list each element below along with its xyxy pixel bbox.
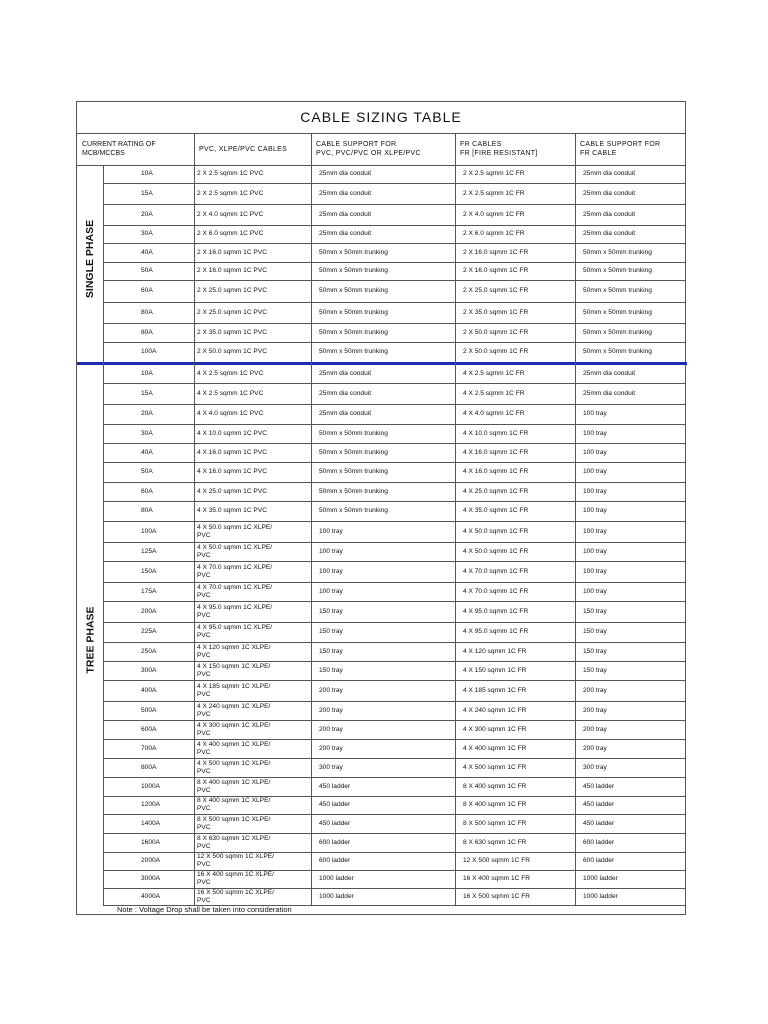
cable-support-cell: 150 tray: [319, 608, 343, 615]
fr-cable-cell: 4 X 70.0 sqmm 1C FR: [463, 588, 529, 595]
table-row: [103, 323, 686, 342]
fr-support-cell: 25mm dia conduit: [583, 230, 636, 237]
fr-cable-cell: 16 X 400 sqmm 1C FR: [463, 875, 531, 882]
cable-size-cell: 4 X 70.0 sqmm 1C XLPE/ PVC: [197, 584, 273, 599]
table-row: [103, 204, 686, 225]
cable-size-cell: 2 X 16.0 sqmm 1C PVC: [197, 249, 267, 256]
rating-cell: 30A: [141, 230, 153, 237]
fr-cable-cell: 4 X 50.0 sqmm 1C FR: [463, 528, 529, 535]
fr-cable-cell: 4 X 10.0 sqmm 1C FR: [463, 430, 529, 437]
cable-size-cell: 4 X 50.0 sqmm 1C XLPE/ PVC: [197, 544, 273, 559]
cable-support-cell: 25mm dia conduit: [319, 211, 372, 218]
cable-size-cell: 2 X 6.0 sqmm 1C PVC: [197, 230, 264, 237]
fr-support-cell: 600 ladder: [583, 857, 615, 864]
cable-support-cell: 50mm x 50mm trunking: [319, 348, 388, 355]
fr-cable-cell: 4 X 35.0 sqmm 1C FR: [463, 507, 529, 514]
fr-support-cell: 300 tray: [583, 764, 607, 771]
cable-support-cell: 100 tray: [319, 588, 343, 595]
column-divider: [194, 133, 195, 905]
fr-cable-cell: 4 X 50.0 sqmm 1C FR: [463, 548, 529, 555]
table-row: [103, 183, 686, 204]
cable-size-cell: 4 X 35.0 sqmm 1C PVC: [197, 507, 267, 514]
cable-support-cell: 300 tray: [319, 764, 343, 771]
rating-cell: 1000A: [141, 783, 161, 790]
cable-support-cell: 600 ladder: [319, 857, 351, 864]
fr-cable-cell: 2 X 50.0 sqmm 1C FR: [463, 348, 529, 355]
fr-support-cell: 50mm x 50mm trunking: [583, 348, 652, 355]
fr-support-cell: 25mm dia conduit: [583, 211, 636, 218]
cable-size-cell: 4 X 185 sqmm 1C XLPE/ PVC: [197, 683, 271, 698]
cable-support-cell: 50mm x 50mm trunking: [319, 449, 388, 456]
cable-support-cell: 150 tray: [319, 667, 343, 674]
cable-support-cell: 450 ladder: [319, 820, 351, 827]
table-row: [103, 243, 686, 262]
page-title: CABLE SIZING TABLE: [77, 102, 685, 134]
table-row: [103, 262, 686, 280]
fr-cable-cell: 4 X 120 sqmm 1C FR: [463, 648, 527, 655]
cable-support-cell: 600 ladder: [319, 839, 351, 846]
cable-support-cell: 100 tray: [319, 548, 343, 555]
cable-size-cell: 12 X 500 sqmm 1C XLPE/ PVC: [197, 853, 274, 868]
fr-cable-cell: 4 X 2.5 sqmm 1C FR: [463, 390, 525, 397]
fr-support-cell: 25mm dia conduit: [583, 170, 636, 177]
cable-size-cell: 2 X 2.5 sqmm 1C PVC: [197, 170, 264, 177]
fr-cable-cell: 4 X 400 sqmm 1C FR: [463, 745, 527, 752]
rating-cell: 80A: [141, 329, 153, 336]
fr-cable-cell: 2 X 4.0 sqmm 1C FR: [463, 211, 525, 218]
fr-support-cell: 200 tray: [583, 707, 607, 714]
fr-cable-cell: 4 X 2.5 sqmm 1C FR: [463, 370, 525, 377]
table-row: [103, 701, 686, 720]
fr-support-cell: 150 tray: [583, 648, 607, 655]
fr-support-cell: 25mm dia conduit: [583, 390, 636, 397]
header-current-rating: CURRENT RATING OF MCB/MCCBS: [82, 141, 156, 157]
fr-cable-cell: 4 X 300 sqmm 1C FR: [463, 726, 527, 733]
rating-cell: 3000A: [141, 875, 161, 882]
rating-cell: 10A: [141, 170, 153, 177]
fr-support-cell: 100 tray: [583, 410, 607, 417]
cable-size-cell: 4 X 2.5 sqmm 1C PVC: [197, 390, 264, 397]
table-row: [103, 680, 686, 701]
cable-size-cell: 4 X 2.5 sqmm 1C PVC: [197, 370, 264, 377]
phase-separator: [77, 362, 687, 365]
cable-size-cell: 4 X 4.0 sqmm 1C PVC: [197, 410, 264, 417]
cable-support-cell: 25mm dia conduit: [319, 230, 372, 237]
table-row: [103, 501, 686, 521]
fr-cable-cell: 4 X 16.0 sqmm 1C FR: [463, 468, 529, 475]
table-row: [103, 833, 686, 852]
fr-support-cell: 100 tray: [583, 588, 607, 595]
fr-support-cell: 150 tray: [583, 667, 607, 674]
cable-size-cell: 2 X 25.0 sqmm 1C PVC: [197, 309, 267, 316]
fr-support-cell: 100 tray: [583, 488, 607, 495]
rating-cell: 175A: [141, 588, 157, 595]
rating-cell: 50A: [141, 267, 153, 274]
fr-cable-cell: 2 X 2.5 sqmm 1C FR: [463, 190, 525, 197]
fr-support-cell: 100 tray: [583, 507, 607, 514]
rating-cell: 60A: [141, 488, 153, 495]
cable-size-cell: 2 X 50.0 sqmm 1C PVC: [197, 348, 267, 355]
fr-support-cell: 1000 ladder: [583, 875, 618, 882]
rating-cell: 1200A: [141, 801, 161, 808]
cable-support-cell: 1000 ladder: [319, 893, 354, 900]
cable-support-cell: 50mm x 50mm trunking: [319, 468, 388, 475]
table-row: [103, 561, 686, 582]
column-divider: [455, 133, 456, 905]
fr-cable-cell: 4 X 25.0 sqmm 1C FR: [463, 488, 529, 495]
table-row: [103, 280, 686, 302]
cable-support-cell: 50mm x 50mm trunking: [319, 249, 388, 256]
cable-support-cell: 50mm x 50mm trunking: [319, 287, 388, 294]
column-divider: [311, 133, 312, 905]
cable-size-cell: 8 X 630 sqmm 1C XLPE/ PVC: [197, 835, 271, 850]
table-row: [103, 796, 686, 814]
fr-support-cell: 100 tray: [583, 430, 607, 437]
fr-cable-cell: 4 X 4.0 sqmm 1C FR: [463, 410, 525, 417]
cable-size-cell: 4 X 16.0 sqmm 1C PVC: [197, 449, 267, 456]
fr-support-cell: 100 tray: [583, 449, 607, 456]
cable-support-cell: 25mm dia conduit: [319, 370, 372, 377]
table-row: [103, 661, 686, 680]
table-row: [103, 622, 686, 642]
cable-size-cell: 4 X 400 sqmm 1C XLPE/ PVC: [197, 741, 271, 756]
fr-cable-cell: 8 X 400 sqmm 1C FR: [463, 783, 527, 790]
fr-support-cell: 100 tray: [583, 548, 607, 555]
cable-size-cell: 4 X 120 sqmm 1C XLPE/ PVC: [197, 644, 271, 659]
table-row: [103, 365, 686, 383]
single-phase-label: SINGLE PHASE: [84, 219, 97, 299]
header-pvc-cables: PVC, XLPE/PVC CABLES: [199, 145, 288, 153]
cable-sizing-sheet: [76, 101, 686, 915]
cable-support-cell: 200 tray: [319, 687, 343, 694]
table-row: [103, 758, 686, 777]
cable-support-cell: 100 tray: [319, 528, 343, 535]
cable-support-cell: 1000 ladder: [319, 875, 354, 882]
cable-support-cell: 450 ladder: [319, 801, 351, 808]
cable-size-cell: 4 X 95.0 sqmm 1C XLPE/ PVC: [197, 624, 273, 639]
fr-support-cell: 100 tray: [583, 468, 607, 475]
table-row: [103, 852, 686, 870]
fr-support-cell: 50mm x 50mm trunking: [583, 329, 652, 336]
table-row: [103, 443, 686, 462]
fr-cable-cell: 2 X 50.0 sqmm 1C FR: [463, 329, 529, 336]
fr-support-cell: 150 tray: [583, 628, 607, 635]
rating-cell: 150A: [141, 568, 157, 575]
cable-support-cell: 50mm x 50mm trunking: [319, 329, 388, 336]
table-row: [103, 521, 686, 542]
rating-cell: 20A: [141, 410, 153, 417]
fr-support-cell: 100 tray: [583, 568, 607, 575]
cable-size-cell: 2 X 16.0 sqmm 1C PVC: [197, 267, 267, 274]
fr-cable-cell: 4 X 95.0 sqmm 1C FR: [463, 608, 529, 615]
rating-cell: 20A: [141, 211, 153, 218]
table-row: [103, 870, 686, 888]
fr-cable-cell: 4 X 70.0 sqmm 1C FR: [463, 568, 529, 575]
rating-cell: 250A: [141, 648, 157, 655]
cable-size-cell: 4 X 300 sqmm 1C XLPE/ PVC: [197, 722, 271, 737]
fr-cable-cell: 2 X 16.0 sqmm 1C FR: [463, 267, 529, 274]
cable-size-cell: 4 X 16.0 sqmm 1C PVC: [197, 468, 267, 475]
fr-support-cell: 150 tray: [583, 608, 607, 615]
fr-cable-cell: 8 X 500 sqmm 1C FR: [463, 820, 527, 827]
rating-cell: 600A: [141, 726, 157, 733]
fr-support-cell: 100 tray: [583, 528, 607, 535]
cable-support-cell: 25mm dia conduit: [319, 390, 372, 397]
cable-size-cell: 4 X 240 sqmm 1C XLPE/ PVC: [197, 703, 271, 718]
rating-cell: 10A: [141, 370, 153, 377]
header-fr-cable-support: CABLE SUPPORT FOR FR CABLE: [580, 141, 661, 157]
rating-cell: 30A: [141, 430, 153, 437]
fr-support-cell: 200 tray: [583, 726, 607, 733]
rating-cell: 200A: [141, 608, 157, 615]
rating-cell: 225A: [141, 628, 157, 635]
rating-cell: 60A: [141, 287, 153, 294]
cable-size-cell: 4 X 95.0 sqmm 1C XLPE/ PVC: [197, 604, 273, 619]
fr-cable-cell: 2 X 25.0 sqmm 1C FR: [463, 287, 529, 294]
fr-cable-cell: 2 X 6.0 sqmm 1C FR: [463, 230, 525, 237]
voltage-drop-note: Note : Voltage Drop shall be taken into consideration: [117, 905, 292, 914]
fr-support-cell: 600 ladder: [583, 839, 615, 846]
cable-support-cell: 50mm x 50mm trunking: [319, 507, 388, 514]
cable-size-cell: 8 X 400 sqmm 1C XLPE/ PVC: [197, 797, 271, 812]
rating-cell: 40A: [141, 449, 153, 456]
cable-support-cell: 50mm x 50mm trunking: [319, 488, 388, 495]
cable-size-cell: 8 X 400 sqmm 1C XLPE/ PVC: [197, 779, 271, 794]
cable-size-cell: 2 X 2.5 sqmm 1C PVC: [197, 190, 264, 197]
fr-support-cell: 50mm x 50mm trunking: [583, 249, 652, 256]
rating-cell: 1600A: [141, 839, 161, 846]
table-row: [103, 642, 686, 661]
cable-support-cell: 450 ladder: [319, 783, 351, 790]
column-divider: [103, 165, 104, 905]
cable-size-cell: 4 X 25.0 sqmm 1C PVC: [197, 488, 267, 495]
rating-cell: 800A: [141, 764, 157, 771]
cable-size-cell: 8 X 500 sqmm 1C XLPE/ PVC: [197, 816, 271, 831]
rating-cell: 80A: [141, 507, 153, 514]
rating-cell: 40A: [141, 249, 153, 256]
cable-support-cell: 150 tray: [319, 628, 343, 635]
fr-support-cell: 25mm dia conduit: [583, 370, 636, 377]
fr-support-cell: 1000 ladder: [583, 893, 618, 900]
rating-cell: 500A: [141, 707, 157, 714]
cable-support-cell: 100 tray: [319, 568, 343, 575]
cable-size-cell: 4 X 10.0 sqmm 1C PVC: [197, 430, 267, 437]
fr-support-cell: 50mm x 50mm trunking: [583, 267, 652, 274]
cable-size-cell: 4 X 50.0 sqmm 1C XLPE/ PVC: [197, 524, 273, 539]
fr-support-cell: 25mm dia conduit: [583, 190, 636, 197]
cable-support-cell: 200 tray: [319, 745, 343, 752]
rating-cell: 400A: [141, 687, 157, 694]
cable-support-cell: 150 tray: [319, 648, 343, 655]
fr-cable-cell: 8 X 630 sqmm 1C FR: [463, 839, 527, 846]
table-header: [77, 133, 685, 166]
cable-size-cell: 4 X 150 sqmm 1C XLPE/ PVC: [197, 663, 271, 678]
table-row: [103, 342, 686, 362]
fr-cable-cell: 2 X 35.0 sqmm 1C FR: [463, 309, 529, 316]
fr-cable-cell: 8 X 400 sqmm 1C FR: [463, 801, 527, 808]
fr-cable-cell: 4 X 185 sqmm 1C FR: [463, 687, 527, 694]
table-row: [103, 424, 686, 443]
table-row: [103, 404, 686, 424]
fr-cable-cell: 4 X 150 sqmm 1C FR: [463, 667, 527, 674]
cable-size-cell: 2 X 4.0 sqmm 1C PVC: [197, 211, 264, 218]
header-fr-cables: FR CABLES FR [FIRE RESISTANT]: [460, 141, 538, 157]
table-row: [103, 582, 686, 601]
table-row: [103, 165, 686, 183]
cable-size-cell: 2 X 25.0 sqmm 1C PVC: [197, 287, 267, 294]
table-row: [103, 777, 686, 796]
three-phase-label: TREE PHASE: [84, 606, 97, 674]
fr-cable-cell: 4 X 500 sqmm 1C FR: [463, 764, 527, 771]
fr-cable-cell: 2 X 16.0 sqmm 1C FR: [463, 249, 529, 256]
rating-cell: 100A: [141, 348, 157, 355]
cable-support-cell: 200 tray: [319, 726, 343, 733]
header-cable-support: CABLE SUPPORT FOR PVC, PVC/PVC OR XLPE/PVC: [316, 141, 421, 157]
cable-support-cell: 25mm dia conduit: [319, 190, 372, 197]
table-row: [103, 542, 686, 561]
rating-cell: 4000A: [141, 893, 161, 900]
cable-support-cell: 25mm dia conduit: [319, 170, 372, 177]
fr-cable-cell: 4 X 16.0 sqmm 1C FR: [463, 449, 529, 456]
cable-support-cell: 50mm x 50mm trunking: [319, 267, 388, 274]
cable-support-cell: 200 tray: [319, 707, 343, 714]
rating-cell: 15A: [141, 190, 153, 197]
table-row: [103, 720, 686, 739]
table-row: [103, 888, 686, 905]
rating-cell: 300A: [141, 667, 157, 674]
cable-size-cell: 2 X 35.0 sqmm 1C PVC: [197, 329, 267, 336]
cable-support-cell: 50mm x 50mm trunking: [319, 430, 388, 437]
table-row: [103, 739, 686, 758]
cable-size-cell: 4 X 70.0 sqmm 1C XLPE/ PVC: [197, 564, 273, 579]
table-row: [103, 225, 686, 243]
rating-cell: 1400A: [141, 820, 161, 827]
rating-cell: 2000A: [141, 857, 161, 864]
cable-size-cell: 16 X 500 sqmm 1C XLPE/ PVC: [197, 889, 274, 904]
column-divider: [575, 133, 576, 905]
fr-support-cell: 450 ladder: [583, 801, 615, 808]
table-row: [103, 601, 686, 622]
table-row: [103, 462, 686, 482]
fr-cable-cell: 16 X 500 sqmm 1C FR: [463, 893, 531, 900]
fr-support-cell: 450 ladder: [583, 820, 615, 827]
table-row: [103, 383, 686, 404]
fr-cable-cell: 12 X 500 sqmm 1C FR: [463, 857, 531, 864]
rating-cell: 700A: [141, 745, 157, 752]
table-row: [103, 302, 686, 323]
cable-size-cell: 4 X 500 sqmm 1C XLPE/ PVC: [197, 760, 271, 775]
cable-support-cell: 25mm dia conduit: [319, 410, 372, 417]
table-row: [103, 814, 686, 833]
fr-cable-cell: 2 X 2.5 sqmm 1C FR: [463, 170, 525, 177]
cable-size-cell: 16 X 400 sqmm 1C XLPE/ PVC: [197, 871, 274, 886]
rating-cell: 15A: [141, 390, 153, 397]
fr-support-cell: 50mm x 50mm trunking: [583, 309, 652, 316]
rating-cell: 125A: [141, 548, 157, 555]
rating-cell: 50A: [141, 468, 153, 475]
fr-support-cell: 450 ladder: [583, 783, 615, 790]
rating-cell: 100A: [141, 528, 157, 535]
fr-support-cell: 200 tray: [583, 687, 607, 694]
fr-cable-cell: 4 X 95.0 sqmm 1C FR: [463, 628, 529, 635]
fr-support-cell: 50mm x 50mm trunking: [583, 287, 652, 294]
cable-support-cell: 50mm x 50mm trunking: [319, 309, 388, 316]
fr-cable-cell: 4 X 240 sqmm 1C FR: [463, 707, 527, 714]
rating-cell: 80A: [141, 309, 153, 316]
table-row: [103, 482, 686, 501]
fr-support-cell: 200 tray: [583, 745, 607, 752]
